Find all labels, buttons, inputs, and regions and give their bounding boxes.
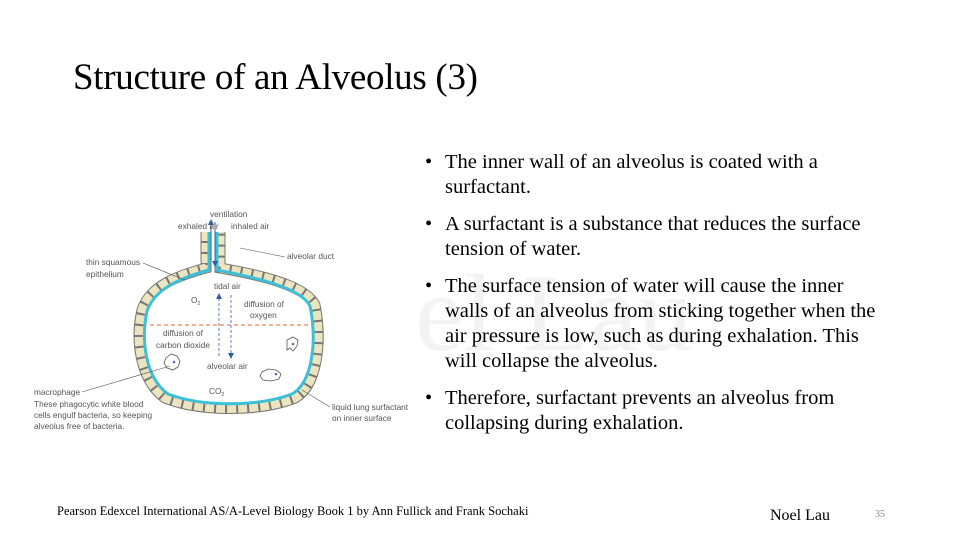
bullet-text: Therefore, surfactant prevents an alveolus from collapsing during exhalation. — [445, 387, 835, 434]
slide-title: Structure of an Alveolus (3) — [73, 57, 478, 98]
page-number: 35 — [875, 509, 885, 520]
bullet-text: The inner wall of an alveolus is coated with a surfactant. — [445, 151, 818, 198]
label-diffusion-oxygen: oxygen — [250, 310, 277, 320]
label-o2: $O_2$ — [191, 295, 201, 307]
label-alveolar-duct: alveolar duct — [287, 251, 335, 261]
alveolus-diagram — [20, 200, 420, 440]
bullet-item — [425, 386, 885, 436]
label-macrophage-desc: alveolus free of bacteria. — [34, 421, 125, 431]
label-epithelium: thin squamous — [86, 257, 140, 267]
bullet-icon: • — [425, 151, 433, 173]
label-diffusion-co2: diffusion of — [163, 328, 203, 338]
bullet-item — [425, 150, 885, 200]
bullet-text: The surface tension of water will cause the inner walls of an alveolus from sticking together when the air pressure is low, such as during exhalation. This will collapse the alveolus. — [445, 275, 876, 372]
source-citation: Pearson Edexcel International AS/A-Level Biology Book 1 by Ann Fullick and Frank Sochaki — [57, 504, 529, 518]
label-inhaled-air: inhaled air — [231, 221, 270, 231]
label-tidal-air: tidal air — [214, 281, 241, 291]
label-surfactant: on inner surface — [332, 413, 392, 423]
label-diffusion-co2: carbon dioxide — [156, 340, 210, 350]
label-macrophage: macrophage — [34, 387, 81, 397]
label-macrophage-desc: These phagocytic white blood — [34, 399, 144, 409]
bullet-list — [425, 150, 885, 448]
label-alveolar-air: alveolar air — [207, 361, 248, 371]
bullet-icon: • — [425, 275, 433, 297]
bullet-text: A surfactant is a substance that reduces the surface tension of water. — [445, 213, 861, 260]
label-diffusion-oxygen: diffusion of — [244, 299, 284, 309]
bullet-item — [425, 274, 885, 374]
label-co2: $CO_2$ — [209, 386, 225, 398]
label-epithelium: epithelium — [86, 269, 124, 279]
label-macrophage-desc: cells engulf bacteria, so keeping — [34, 410, 153, 420]
label-ventilation: ventilation — [210, 209, 248, 219]
label-exhaled-air: exhaled air — [178, 221, 219, 231]
bullet-icon: • — [425, 213, 433, 235]
bullet-icon: • — [425, 387, 433, 409]
author-name: Noel Lau — [770, 507, 830, 524]
label-surfactant: liquid lung surfactant — [332, 402, 409, 412]
bullet-item — [425, 212, 885, 262]
